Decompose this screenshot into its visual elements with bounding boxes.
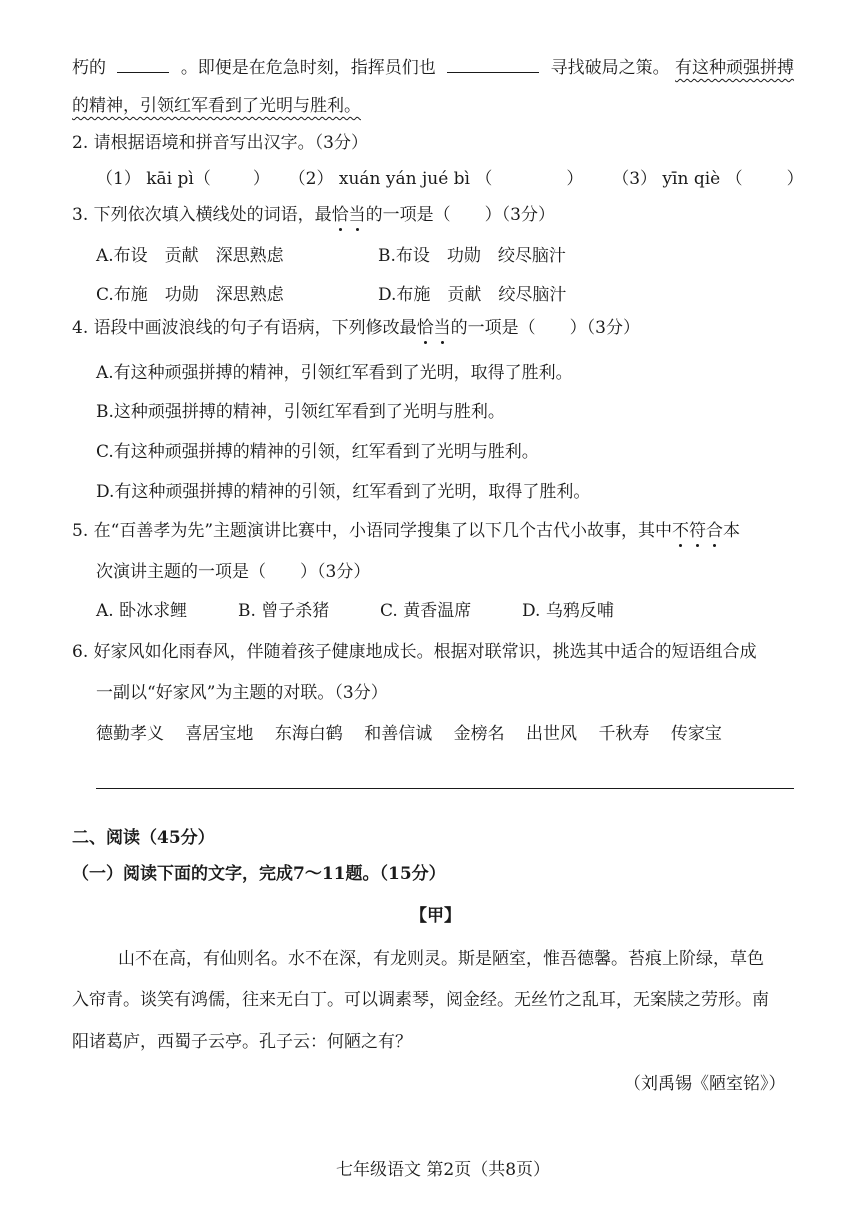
emphasis-char: 恰 [416,318,434,338]
classical-text-line-2: 入帘青。谈笑有鸿儒，往来无白丁。可以调素琴，阅金经。无丝竹之乱耳，无案牍之劳形。南 [72,990,769,1010]
passage-text: 寻找破局之策。 [550,58,670,78]
question-3-stem [72,203,555,227]
option-4c: C.有这种顽强拼搏的精神的引领，红军看到了光明与胜利。 [96,442,539,462]
paren: ） [786,169,804,189]
answer-blank[interactable] [117,54,169,73]
classical-text-line-1: 山不在高，有仙则名。水不在深，有龙则灵。斯是陋室，惟吾德馨。苔痕上阶绿，草色 [118,949,764,969]
phrase-item: 和善信诚 [364,724,433,744]
page-footer: 七年级语文 第2页（共8页） [336,1160,551,1180]
pinyin-item-3: （3） yīn qiè （ [612,169,743,189]
option-3a: A.布设 贡献 深思熟虑 [96,246,284,266]
option-5d: D. 乌鸦反哺 [522,601,614,621]
stem-text: 5. 在“百善孝为先”主题演讲比赛中，小语同学搜集了以下几个古代小故事，其中 [72,521,673,541]
wavy-underlined-sentence: 的精神，引领红军看到了光明与胜利。 [72,96,361,116]
phrase-item: 东海白鹤 [274,724,343,744]
pinyin-item-1: （1） kāi pì（ [96,169,211,189]
phrase-item: 金榜名 [453,724,505,744]
wavy-underlined-sentence: 有这种顽强拼搏 [675,58,795,78]
phrase-list [96,722,722,746]
paren: ） [566,169,584,189]
option-4d: D.有这种顽强拼搏的精神的引领，红军看到了光明，取得了胜利。 [96,482,591,502]
emphasis-char: 当 [433,318,451,338]
passage-label: 【甲】 [410,906,461,926]
pinyin-item-2: （2） xuán yán jué bì （ [288,169,493,189]
question-5-stem-2: 次演讲主题的一项是（ ）（3分） [96,562,371,582]
phrase-item: 喜居宝地 [185,724,254,744]
classical-text-line-3: 阳诸葛庐，西蜀子云亭。孔子云：何陋之有？ [72,1032,412,1052]
passage-line-2 [72,94,361,118]
emphasis-char: 当 [348,205,366,225]
option-5b: B. 曾子杀猪 [238,601,330,621]
phrase-item: 出世风 [526,724,578,744]
answer-blank[interactable] [447,54,539,73]
phrase-item: 德勤孝义 [96,724,164,744]
emphasis-char: 恰 [331,205,349,225]
option-3c: C.布施 功勋 深思熟虑 [96,285,284,305]
question-2-items [96,167,804,191]
stem-text: 的一项是（ ）（3分） [450,318,640,338]
question-6-stem-1: 6. 好家风如化雨春风，伴随着孩子健康地成长。根据对联常识，挑选其中适合的短语组合成 [72,642,757,662]
emphasis-char: 不 [672,521,690,541]
option-4b: B.这种顽强拼搏的精神，引领红军看到了光明与胜利。 [96,402,505,422]
option-5c: C. 黄香温席 [380,601,472,621]
question-2-stem: 2. 请根据语境和拼音写出汉字。（3分） [72,133,368,153]
stem-text: 4. 语段中画波浪线的句子有语病，下列修改最 [72,318,417,338]
passage-text: 。即便是在危急时刻，指挥员们也 [180,58,436,78]
passage-source: （刘禹锡《陋室铭》） [624,1074,786,1094]
stem-text: 的一项是（ ）（3分） [365,205,555,225]
phrase-item: 千秋寿 [598,724,650,744]
paren: ） [252,169,270,189]
question-5-stem-1 [72,519,740,543]
emphasis-char: 合 [706,521,724,541]
question-4-stem [72,316,640,340]
option-3d: D.布施 贡献 绞尽脑汁 [378,285,567,305]
stem-text: 本 [723,521,741,541]
section-subtitle: （一）阅读下面的文字，完成7～11题。（15分） [72,864,446,884]
passage-line-1 [72,54,794,80]
option-5a: A. 卧冰求鲤 [96,601,188,621]
option-3b: B.布设 功勋 绞尽脑汁 [378,246,566,266]
emphasis-char: 符 [689,521,707,541]
stem-text: 3. 下列依次填入横线处的词语，最 [72,205,332,225]
phrase-item: 传家宝 [670,724,722,744]
section-title: 二、阅读（45分） [72,828,215,848]
passage-text: 朽的 [72,58,106,78]
answer-line[interactable] [96,788,794,789]
option-4a: A.有这种顽强拼搏的精神，引领红军看到了光明，取得了胜利。 [96,363,573,383]
question-6-stem-2: 一副以“好家风”为主题的对联。（3分） [96,683,388,703]
